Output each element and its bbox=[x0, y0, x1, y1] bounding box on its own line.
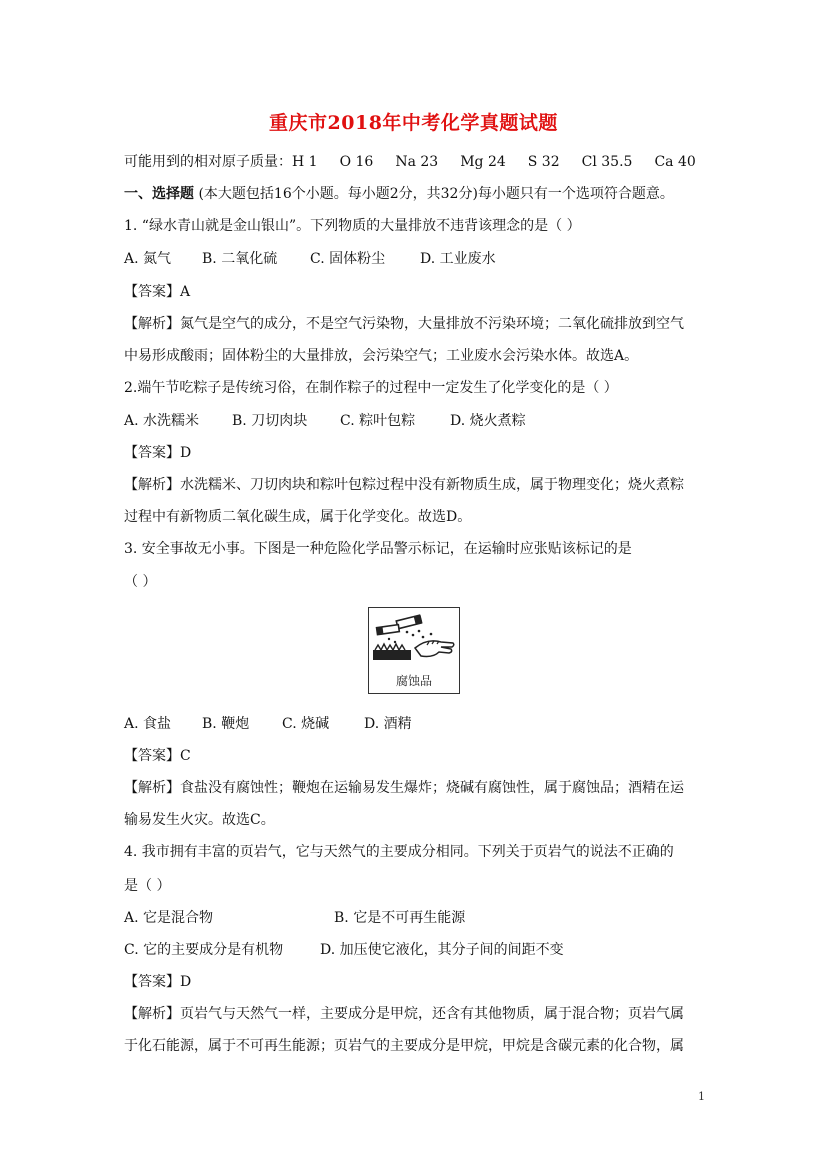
q2-answer: 【答案】D bbox=[124, 445, 192, 461]
q4-option-d: D. 加压使它液化，其分子间的间距不变 bbox=[320, 942, 564, 958]
q3-answer: 【答案】C bbox=[124, 748, 191, 764]
q3-option-a: A. 食盐 bbox=[124, 716, 172, 732]
q3-options bbox=[124, 714, 714, 734]
page-title: 重庆市2018年中考化学真题试题 bbox=[269, 112, 558, 134]
q3-option-b: B. 鞭炮 bbox=[202, 716, 250, 732]
section-heading-line bbox=[124, 184, 714, 204]
q4-options-row-1 bbox=[124, 908, 714, 928]
q1-stem: 1. “绿水青山就是金山银山”。下列物质的大量排放不违背该理念的是（ ） bbox=[124, 218, 581, 234]
corrosive-warning-sign bbox=[368, 607, 460, 694]
q2-stem: 2.端午节吃粽子是传统习俗，在制作粽子的过程中一定发生了化学变化的是（ ） bbox=[124, 380, 618, 396]
q3-analysis-line-2: 输易发生火灾。故选C。 bbox=[124, 812, 275, 828]
mass-h: H 1 bbox=[292, 154, 318, 170]
q2-option-a: A. 水洗糯米 bbox=[124, 413, 200, 429]
q4-option-a: A. 它是混合物 bbox=[124, 910, 214, 926]
mass-cl: Cl 35.5 bbox=[581, 154, 633, 170]
q1-option-c: C. 固体粉尘 bbox=[310, 251, 386, 267]
q2-analysis-line-1: 【解析】水洗糯米、刀切肉块和粽叶包粽过程中没有新物质生成，属于物理变化；烧火煮粽 bbox=[124, 477, 684, 493]
section-heading: 一、选择题 bbox=[124, 186, 194, 202]
q4-stem-bracket: 是（ ） bbox=[124, 878, 171, 894]
q4-stem: 4. 我市拥有丰富的页岩气，它与天然气的主要成分相同。下列关于页岩气的说法不正确的 bbox=[124, 844, 674, 860]
q3-analysis-line-1: 【解析】食盐没有腐蚀性；鞭炮在运输易发生爆炸；烧碱有腐蚀性，属于腐蚀品；酒精在运 bbox=[124, 780, 684, 796]
q1-options bbox=[124, 249, 714, 269]
q1-analysis-line-1: 【解析】氮气是空气的成分，不是空气污染物，大量排放不污染环境；二氧化硫排放到空气 bbox=[124, 316, 684, 332]
q1-answer: 【答案】A bbox=[124, 284, 191, 300]
mass-ca: Ca 40 bbox=[654, 154, 696, 170]
mass-s: S 32 bbox=[527, 154, 560, 170]
q2-option-c: C. 粽叶包粽 bbox=[340, 413, 416, 429]
atomic-masses-line bbox=[124, 152, 714, 172]
q1-analysis-line-2: 中易形成酸雨；固体粉尘的大量排放，会污染空气；工业废水会污染水体。故选A。 bbox=[124, 348, 639, 364]
q3-stem-bracket: （ ） bbox=[124, 574, 157, 590]
mass-mg: Mg 24 bbox=[460, 154, 506, 170]
q1-option-b: B. 二氧化硫 bbox=[202, 251, 278, 267]
q4-answer: 【答案】D bbox=[124, 974, 192, 990]
q1-option-d: D. 工业废水 bbox=[420, 251, 496, 267]
q2-option-d: D. 烧火煮粽 bbox=[450, 413, 526, 429]
q3-stem: 3. 安全事故无小事。下图是一种危险化学品警示标记，在运输时应张贴该标记的是 bbox=[124, 541, 632, 557]
q1-option-a: A. 氮气 bbox=[124, 251, 172, 267]
q2-analysis-line-2: 过程中有新物质二氧化碳生成，属于化学变化。故选D。 bbox=[124, 509, 472, 525]
warning-sign-label: 腐蚀品 bbox=[395, 674, 432, 688]
atomic-masses-label: 可能用到的相对原子质量： bbox=[124, 154, 292, 170]
q4-options-row-2 bbox=[124, 940, 714, 960]
q4-option-b: B. 它是不可再生能源 bbox=[334, 910, 466, 926]
q2-option-b: B. 刀切肉块 bbox=[232, 413, 308, 429]
mass-o: O 16 bbox=[339, 154, 374, 170]
q4-option-c: C. 它的主要成分是有机物 bbox=[124, 942, 284, 958]
q4-analysis-line-2: 于化石能源，属于不可再生能源；页岩气的主要成分是甲烷，甲烷是含碳元素的化合物，属 bbox=[124, 1038, 684, 1054]
q4-analysis-line-1: 【解析】页岩气与天然气一样，主要成分是甲烷，还含有其他物质，属于混合物；页岩气属 bbox=[124, 1006, 684, 1022]
section-note: (本大题包括16个小题。每小题2分，共32分)每小题只有一个选项符合题意。 bbox=[198, 186, 674, 202]
q3-option-c: C. 烧碱 bbox=[282, 716, 330, 732]
q2-options bbox=[124, 411, 714, 431]
corrosive-hazard-icon bbox=[369, 608, 458, 672]
q3-option-d: D. 酒精 bbox=[364, 716, 412, 732]
mass-na: Na 23 bbox=[395, 154, 439, 170]
page-number: 1 bbox=[698, 1090, 705, 1103]
